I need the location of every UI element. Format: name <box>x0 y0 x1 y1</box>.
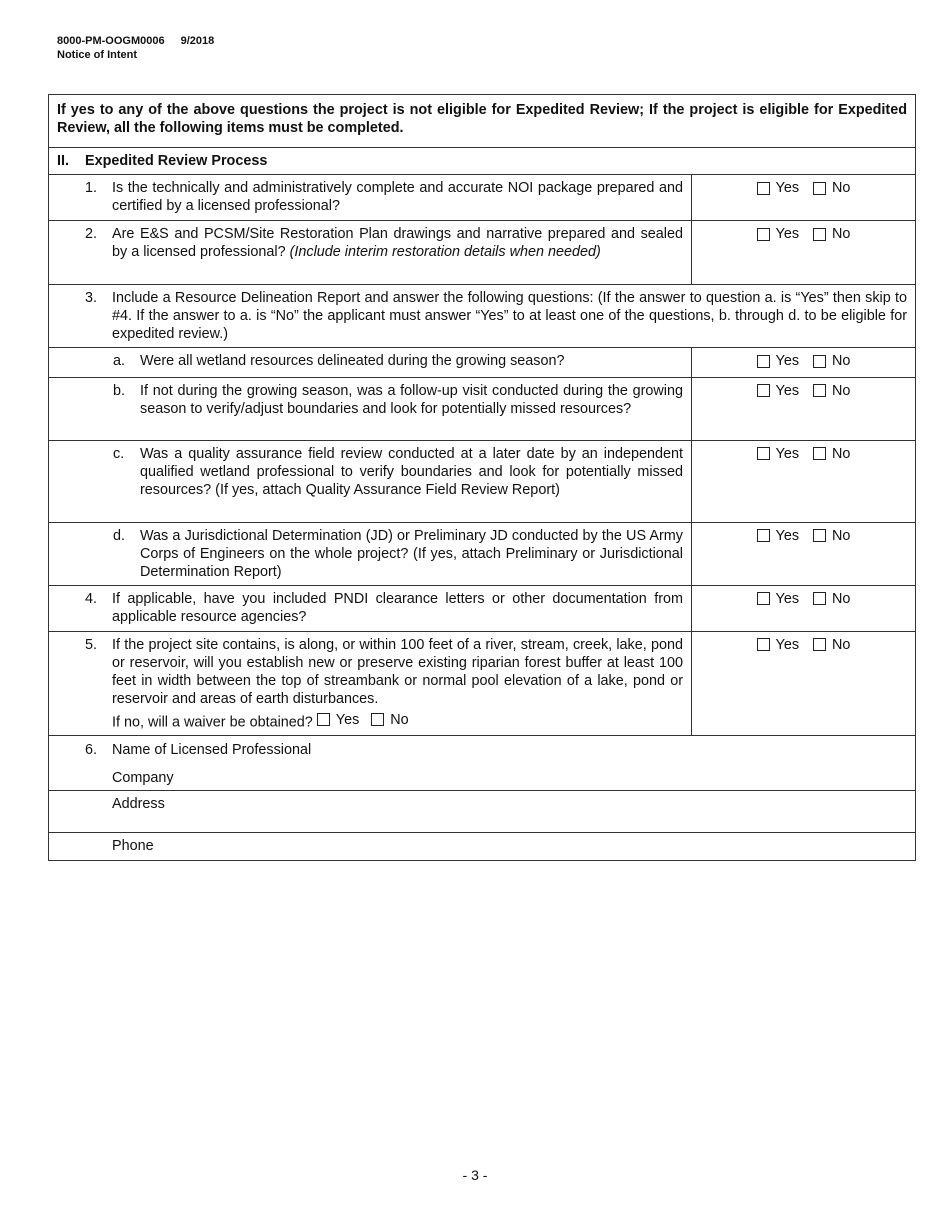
section-title: Expedited Review Process <box>85 153 268 169</box>
no-checkbox[interactable] <box>813 638 826 651</box>
answer-3d <box>692 522 916 585</box>
no-label: No <box>832 590 851 607</box>
question-number: c. <box>113 445 125 462</box>
yes-label: Yes <box>775 527 800 544</box>
form-title: Notice of Intent <box>57 49 138 61</box>
no-checkbox[interactable] <box>813 228 826 241</box>
no-label: No <box>832 353 851 369</box>
form-code: 8000-PM-OOGM0006 <box>57 35 165 47</box>
answer-3a <box>692 348 916 378</box>
question-3b <box>49 377 692 440</box>
question-row-3c <box>49 440 916 522</box>
phone-label: Phone <box>49 833 916 861</box>
answer-3b <box>692 377 916 440</box>
question-1 <box>49 175 692 221</box>
yes-checkbox[interactable] <box>757 592 770 605</box>
question-number: 5. <box>85 636 98 653</box>
no-checkbox[interactable] <box>813 384 826 397</box>
yes-checkbox[interactable] <box>757 447 770 460</box>
no-label: No <box>832 180 851 196</box>
waiver-yes-checkbox[interactable] <box>317 713 330 726</box>
question-number: 3. <box>85 290 98 306</box>
answer-3c <box>692 440 916 522</box>
expedited-review-table <box>48 94 916 861</box>
question-3a <box>49 348 692 378</box>
yes-checkbox[interactable] <box>757 355 770 368</box>
no-checkbox[interactable] <box>813 182 826 195</box>
question-3 <box>49 285 916 348</box>
question-number: 1. <box>85 180 98 196</box>
no-label: No <box>832 226 851 242</box>
question-text: If not during the growing season, was a follow-up visit conducted during the growing season to verify/adjust boundaries and look for potentially missed resources? <box>140 382 683 417</box>
answer-4 <box>692 585 916 631</box>
no-label: No <box>832 636 851 653</box>
address-row <box>49 791 916 833</box>
eligibility-note: If yes to any of the above questions the project is not eligible for Expedited Review; If the project is eligible for Expedited Review, all the following items must be completed. <box>49 95 916 148</box>
question-row-4 <box>49 585 916 631</box>
yes-checkbox[interactable] <box>757 638 770 651</box>
question-row-5 <box>49 631 916 736</box>
question-row-3b <box>49 377 916 440</box>
form-header <box>57 34 214 62</box>
question-text: Was a Jurisdictional Determination (JD) or Preliminary JD conducted by the US Army Corps of Engineers on the whole project? (If yes, attach Preliminary or Jurisdictional Determination Report) <box>140 527 683 580</box>
question-2 <box>49 221 692 285</box>
question-number: b. <box>113 382 126 399</box>
question-3d <box>49 522 692 585</box>
question-row-2 <box>49 221 916 285</box>
no-label: No <box>832 445 851 462</box>
question-4 <box>49 585 692 631</box>
yes-label: Yes <box>335 711 360 728</box>
yes-checkbox[interactable] <box>757 529 770 542</box>
no-label: No <box>390 711 409 728</box>
question-number: a. <box>113 353 126 369</box>
yes-checkbox[interactable] <box>757 384 770 397</box>
section-number: II. <box>57 153 69 169</box>
company-label: Company <box>112 770 174 786</box>
address-label: Address <box>49 791 916 833</box>
question-number: 6. <box>85 742 98 758</box>
section-heading <box>49 148 916 175</box>
question-text: If applicable, have you included PNDI clearance letters or other documentation from applicable resource agencies? <box>112 590 683 625</box>
question-number: 4. <box>85 590 98 607</box>
question-row-1 <box>49 175 916 221</box>
question-text: Was a quality assurance field review conducted at a later date by an independent qualified wetland professional to verify boundaries and look for potentially missed resources? (If yes, attach Quality Assurance Field Review Report) <box>140 445 683 498</box>
question-number: d. <box>113 527 126 544</box>
yes-label: Yes <box>775 353 800 369</box>
answer-5 <box>692 631 916 736</box>
question-text: Were all wetland resources delineated during the growing season? <box>140 353 565 369</box>
question-text: If the project site contains, is along, or within 100 feet of a river, stream, creek, lake, pond or reservoir, will you establish new or preserve existing riparian forest buffer at least 100 feet in width between the top of streambank or normal pool elevation of a lake, pond or reservoir and areas of earth disturbances. <box>112 636 683 707</box>
question-row-3d <box>49 522 916 585</box>
question-text: Is the technically and administratively complete and accurate NOI package prepared and certified by a licensed professional? <box>112 180 683 214</box>
no-checkbox[interactable] <box>813 447 826 460</box>
yes-label: Yes <box>775 180 800 196</box>
question-note: (Include interim restoration details when needed) <box>289 244 601 260</box>
no-checkbox[interactable] <box>813 529 826 542</box>
yes-checkbox[interactable] <box>757 228 770 241</box>
professional-cell <box>49 736 916 791</box>
phone-row <box>49 833 916 861</box>
question-5 <box>49 631 692 736</box>
waiver-no-checkbox[interactable] <box>371 713 384 726</box>
question-text: Are E&S and PCSM/Site Restoration Plan drawings and narrative prepared and sealed by a licensed professional? <box>112 226 683 260</box>
yes-label: Yes <box>775 226 800 242</box>
yes-label: Yes <box>775 445 800 462</box>
professional-name-label: Name of Licensed Professional <box>112 742 312 758</box>
yes-label: Yes <box>775 590 800 607</box>
question-3c <box>49 440 692 522</box>
question-text: Include a Resource Delineation Report and answer the following questions: (If the answer to question a. is “Yes” then skip to #4. If the answer to a. is “No” the applicant must answer “Yes” to at least one of the questions, b. through d. to be eligible for expedited review.) <box>112 290 907 342</box>
question-row-3 <box>49 285 916 348</box>
question-row-3a <box>49 348 916 378</box>
waiver-question <box>112 711 683 732</box>
answer-1 <box>692 175 916 221</box>
yes-label: Yes <box>775 382 800 399</box>
yes-label: Yes <box>775 636 800 653</box>
answer-2 <box>692 221 916 285</box>
question-number: 2. <box>85 226 98 242</box>
professional-row <box>49 736 916 791</box>
page-number: - 3 - <box>462 1167 488 1183</box>
yes-checkbox[interactable] <box>757 182 770 195</box>
no-checkbox[interactable] <box>813 355 826 368</box>
waiver-text: If no, will a waiver be obtained? <box>112 714 313 730</box>
no-label: No <box>832 527 851 544</box>
no-checkbox[interactable] <box>813 592 826 605</box>
no-label: No <box>832 382 851 399</box>
form-revision: 9/2018 <box>180 35 215 47</box>
